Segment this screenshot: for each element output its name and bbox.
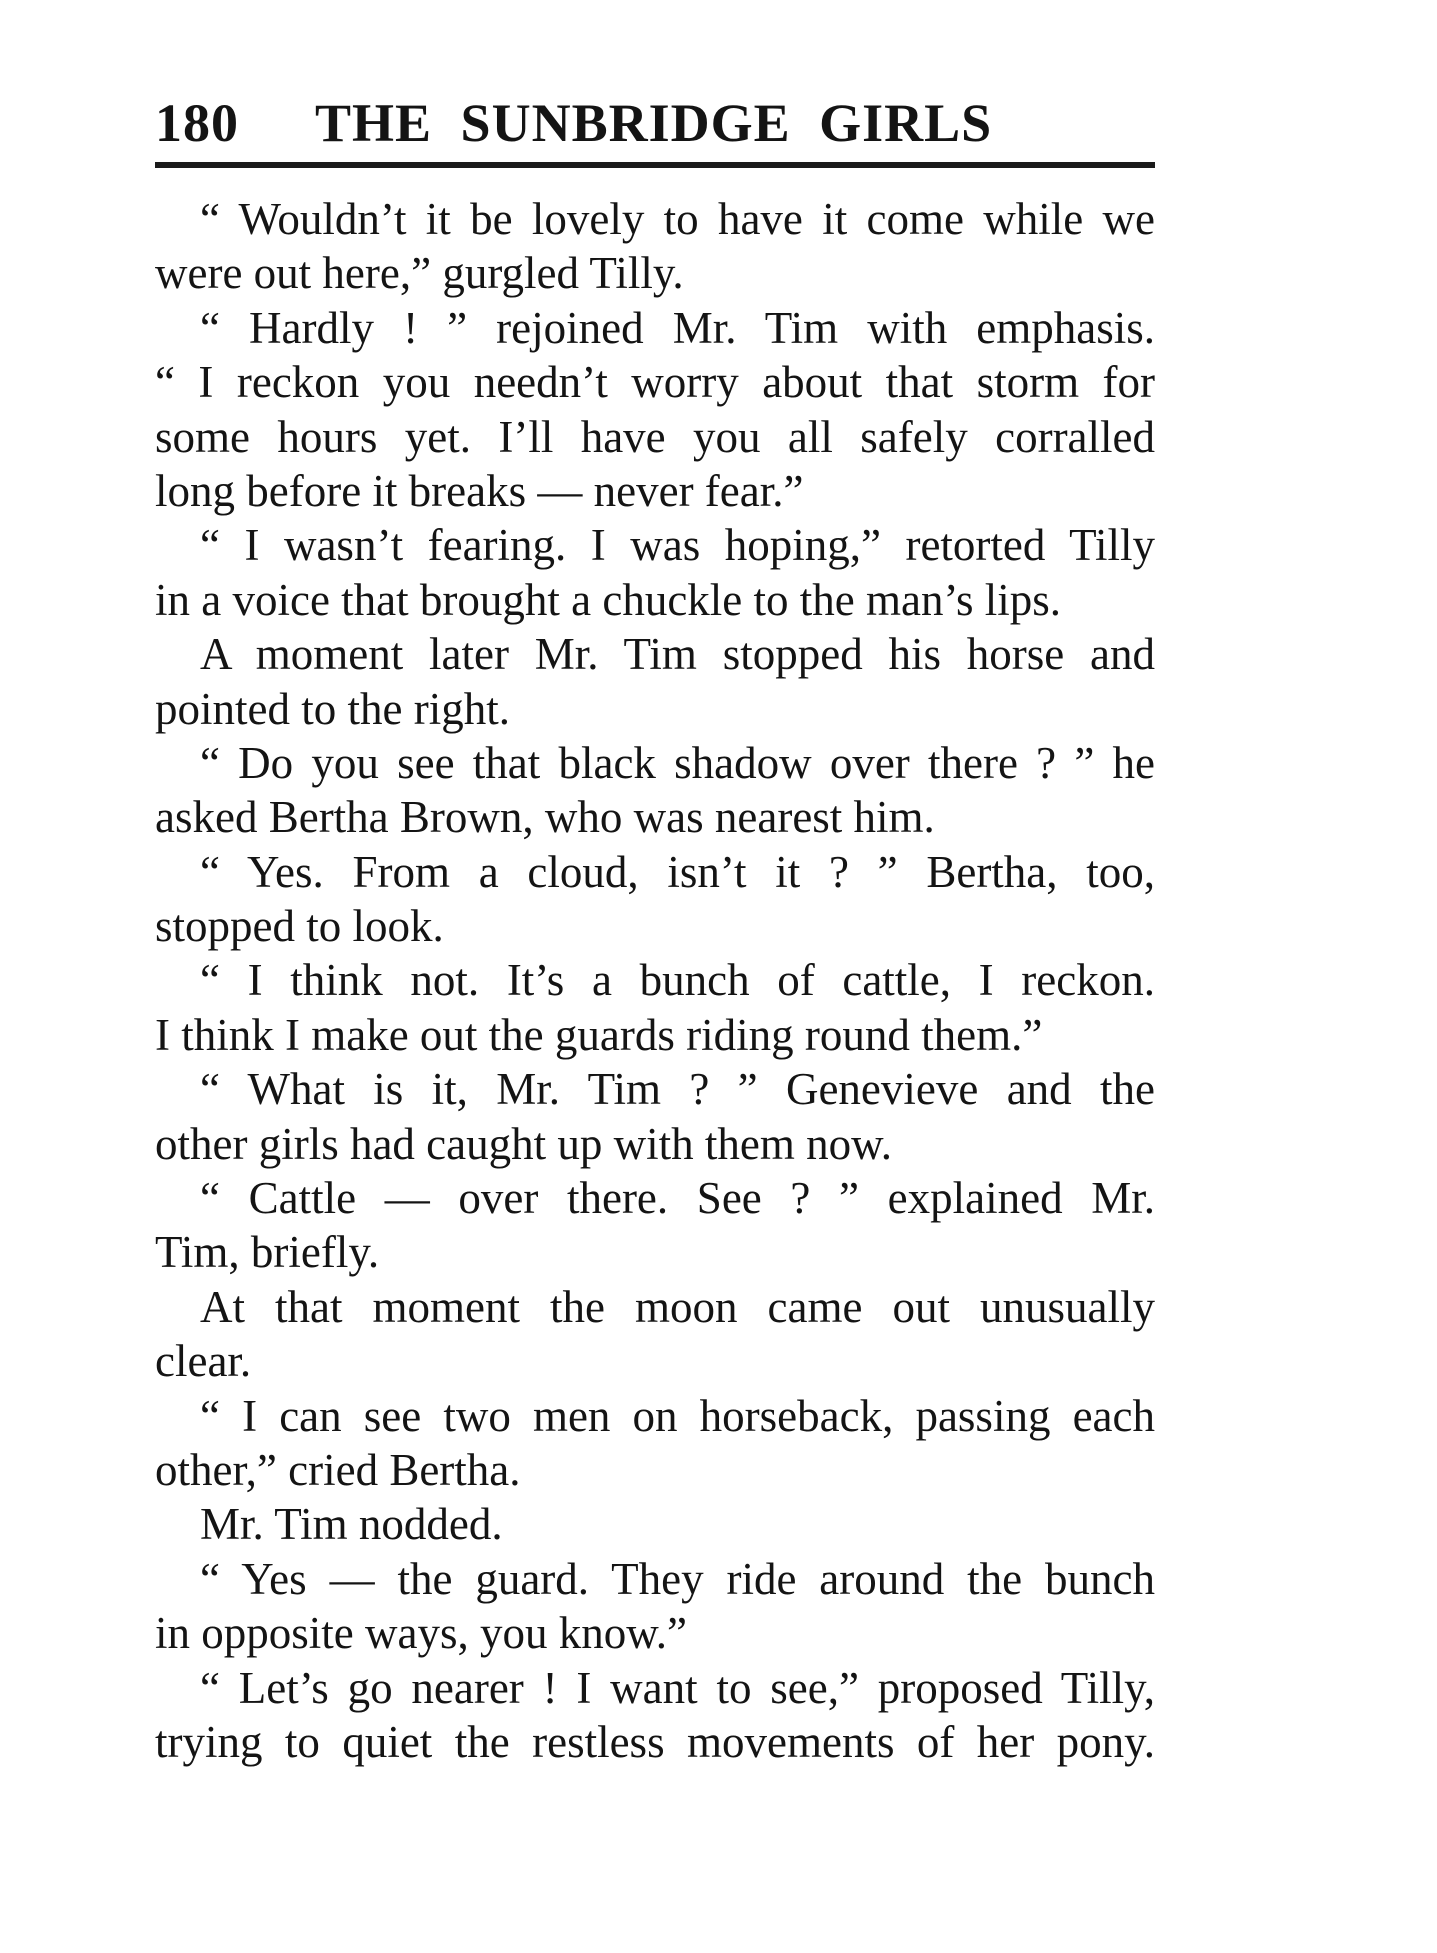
text-line: “ What is it, Mr. Tim ? ” Genevieve and the: [200, 1064, 1155, 1115]
text-line: “ Cattle — over there. See ? ” explained Mr.: [200, 1173, 1155, 1224]
text-line: trying to quiet the restless movements of her pony.: [155, 1716, 1155, 1767]
text-line: some hours yet. I’ll have you all safely corralled: [155, 411, 1155, 462]
text-line: “ I wasn’t fearing. I was hoping,” retorted Tilly: [200, 520, 1155, 571]
text-line: A moment later Mr. Tim stopped his horse and: [200, 629, 1155, 680]
text-line: Mr. Tim nodded.: [200, 1499, 503, 1550]
text-line: clear.: [155, 1336, 252, 1387]
text-line: asked Bertha Brown, who was nearest him.: [155, 792, 935, 843]
text-line: other,” cried Bertha.: [155, 1444, 521, 1495]
text-line: were out here,” gurgled Tilly.: [155, 248, 684, 299]
header-rule: [155, 162, 1155, 168]
text-line: “ Hardly ! ” rejoined Mr. Tim with emphasis.: [200, 302, 1155, 353]
text-line: “ Yes — the guard. They ride around the bunch: [200, 1553, 1155, 1604]
text-line: “ Let’s go nearer ! I want to see,” proposed Tilly,: [200, 1662, 1155, 1713]
text-line: Tim, briefly.: [155, 1227, 380, 1278]
text-line: “ I reckon you needn’t worry about that storm for: [155, 357, 1155, 408]
body-text: [155, 192, 1155, 1769]
text-line: pointed to the right.: [155, 683, 510, 734]
text-line: other girls had caught up with them now.: [155, 1118, 892, 1169]
text-line: At that moment the moon came out unusually: [200, 1281, 1155, 1332]
text-line: in opposite ways, you know.”: [155, 1608, 688, 1659]
page-number: 180: [155, 93, 239, 153]
text-line: stopped to look.: [155, 901, 444, 952]
text-line: in a voice that brought a chuckle to the man’s lips.: [155, 574, 1062, 625]
text-line: “ I think not. It’s a bunch of cattle, I reckon.: [200, 955, 1155, 1006]
text-line: long before it breaks — never fear.”: [155, 465, 804, 516]
text-line: “ Do you see that black shadow over there ? ” he: [200, 737, 1155, 788]
text-line: I think I make out the guards riding round them.”: [155, 1009, 1043, 1060]
text-line: “ I can see two men on horseback, passing each: [200, 1390, 1155, 1441]
running-head: [155, 88, 1155, 158]
book-title: THE SUNBRIDGE GIRLS: [315, 93, 993, 153]
text-line: “ Wouldn’t it be lovely to have it come while we: [200, 194, 1155, 244]
text-line: “ Yes. From a cloud, isn’t it ? ” Bertha, too,: [200, 846, 1155, 897]
